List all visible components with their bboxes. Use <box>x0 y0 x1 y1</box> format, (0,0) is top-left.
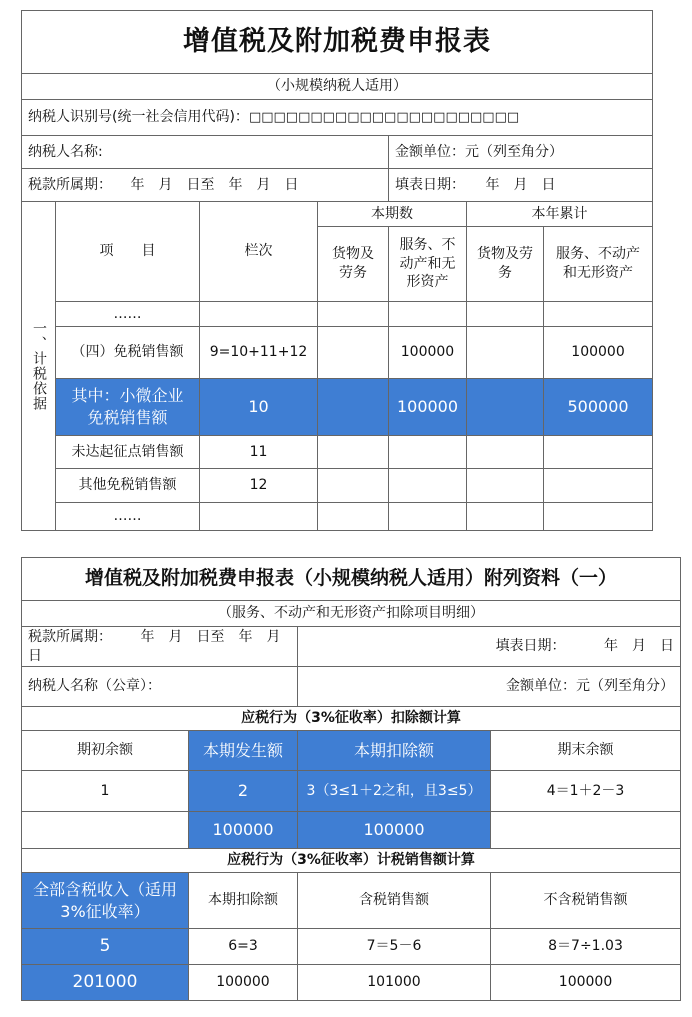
fill-date-label: 填表日期： <box>395 176 465 193</box>
current-incurred-index: 2 <box>189 771 298 812</box>
deduction-value[interactable]: 100000 <box>189 965 298 1001</box>
goods-header-ytd: 货物及劳务 <box>467 227 544 302</box>
tax-period-value: 年 月 日至 年 月 日 <box>130 176 299 193</box>
row-col <box>200 302 318 327</box>
vat-schedule-form <box>21 557 681 1001</box>
tax-period-value: 年 月 日至 年 月 日 <box>28 628 295 664</box>
taxpayer-name-label: 纳税人名称（公章）： <box>22 667 298 707</box>
closing-balance-index: 4＝1＋2－3 <box>491 771 681 812</box>
row-cell[interactable] <box>467 436 544 469</box>
row-cell[interactable] <box>389 436 467 469</box>
current-period-header: 本期数 <box>318 202 467 227</box>
current-deduction-index: 3（3≤1＋2之和，且3≤5） <box>298 771 491 812</box>
schedule-fill-date-row <box>298 627 681 667</box>
schedule-title: 增值税及附加税费申报表（小规模纳税人适用）附列资料（一） <box>22 558 681 601</box>
tax-exclusive-sales-index: 8＝7÷1.03 <box>491 929 681 965</box>
sales-section-title: 应税行为（3%征收率）计税销售额计算 <box>22 849 681 873</box>
row-item: …… <box>56 503 200 531</box>
goods-header: 货物及劳务 <box>318 227 389 302</box>
fill-date-value: 年 月 日 <box>604 638 675 655</box>
taxpayer-name-label: 纳税人名称: <box>22 136 389 169</box>
vat-return-form <box>21 10 653 531</box>
section-label: 一、计税依据 <box>22 202 56 531</box>
current-deduction-header: 本期扣除额 <box>298 731 491 771</box>
tax-inclusive-sales-index: 7＝5－6 <box>298 929 491 965</box>
total-income-index: 5 <box>22 929 189 965</box>
tax-exclusive-sales-value[interactable]: 100000 <box>491 965 681 1001</box>
row-cell[interactable] <box>318 379 389 436</box>
row-col: 10 <box>200 379 318 436</box>
current-incurred-header: 本期发生额 <box>189 731 298 771</box>
row-cell[interactable]: 500000 <box>544 379 653 436</box>
row-item: …… <box>56 302 200 327</box>
row-cell[interactable] <box>544 302 653 327</box>
amount-unit: 金额单位：元（列至角分） <box>298 667 681 707</box>
amount-unit: 金额单位：元（列至角分） <box>389 136 653 169</box>
fill-date-row <box>389 169 653 202</box>
row-cell[interactable] <box>467 327 544 379</box>
total-income-header: 全部含税收入（适用3%征收率） <box>22 873 189 929</box>
current-deduction-value[interactable]: 100000 <box>298 812 491 849</box>
closing-balance-header: 期末余额 <box>491 731 681 771</box>
table-row <box>22 436 653 469</box>
row-cell[interactable] <box>318 469 389 503</box>
services-header: 服务、不动产和无形资产 <box>389 227 467 302</box>
row-cell[interactable] <box>389 302 467 327</box>
tax-period-label: 税款所属期： <box>28 176 112 193</box>
row-item: 未达起征点销售额 <box>56 436 200 469</box>
current-incurred-value[interactable]: 100000 <box>189 812 298 849</box>
row-cell[interactable]: 100000 <box>389 379 467 436</box>
form-title: 增值税及附加税费申报表 <box>22 11 653 74</box>
row-cell[interactable] <box>389 469 467 503</box>
row-cell[interactable] <box>467 302 544 327</box>
table-row <box>22 503 653 531</box>
column-header: 栏次 <box>200 202 318 302</box>
opening-balance-index: 1 <box>22 771 189 812</box>
row-cell[interactable] <box>544 436 653 469</box>
row-cell[interactable]: 100000 <box>544 327 653 379</box>
row-cell[interactable] <box>318 436 389 469</box>
row-cell[interactable] <box>467 503 544 531</box>
row-cell[interactable] <box>318 503 389 531</box>
row-col: 11 <box>200 436 318 469</box>
row-item: 其中：小微企业免税销售额 <box>56 379 200 436</box>
opening-balance-value[interactable] <box>22 812 189 849</box>
row-cell[interactable] <box>318 302 389 327</box>
row-col: 12 <box>200 469 318 503</box>
deduction-section-title: 应税行为（3%征收率）扣除额计算 <box>22 707 681 731</box>
row-cell[interactable] <box>544 469 653 503</box>
table-row <box>22 327 653 379</box>
taxpayer-id-boxes[interactable]: □□□□□□□□□□□□□□□□□□□□□□ <box>248 110 520 126</box>
row-cell[interactable]: 100000 <box>389 327 467 379</box>
tax-period-row <box>22 169 389 202</box>
taxpayer-id-label: 纳税人识别号(统一社会信用代码)： <box>28 109 249 126</box>
services-header-ytd: 服务、不动产和无形资产 <box>544 227 653 302</box>
row-col: 9=10+11+12 <box>200 327 318 379</box>
tax-exclusive-sales-header: 不含税销售额 <box>491 873 681 929</box>
row-cell[interactable] <box>467 469 544 503</box>
ytd-header: 本年累计 <box>467 202 653 227</box>
highlighted-row <box>22 379 653 436</box>
deduction-index: 6=3 <box>189 929 298 965</box>
row-item: 其他免税销售额 <box>56 469 200 503</box>
table-row <box>22 469 653 503</box>
opening-balance-header: 期初余额 <box>22 731 189 771</box>
row-item: （四）免税销售额 <box>56 327 200 379</box>
schedule-period-row <box>22 627 298 667</box>
row-cell[interactable] <box>544 503 653 531</box>
closing-balance-value[interactable] <box>491 812 681 849</box>
tax-inclusive-sales-header: 含税销售额 <box>298 873 491 929</box>
tax-inclusive-sales-value[interactable]: 101000 <box>298 965 491 1001</box>
form-subtitle: （小规模纳税人适用） <box>22 74 653 100</box>
fill-date-value: 年 月 日 <box>485 176 556 193</box>
item-header: 项 目 <box>56 202 200 302</box>
deduction-header: 本期扣除额 <box>189 873 298 929</box>
schedule-subtitle: （服务、不动产和无形资产扣除项目明细） <box>22 601 681 627</box>
total-income-value[interactable]: 201000 <box>22 965 189 1001</box>
row-cell[interactable] <box>318 327 389 379</box>
row-col <box>200 503 318 531</box>
tax-period-label: 税款所属期： <box>28 628 112 645</box>
fill-date-label: 填表日期： <box>495 638 566 655</box>
row-cell[interactable] <box>467 379 544 436</box>
table-row <box>22 302 653 327</box>
row-cell[interactable] <box>389 503 467 531</box>
taxpayer-id-row <box>22 100 653 136</box>
